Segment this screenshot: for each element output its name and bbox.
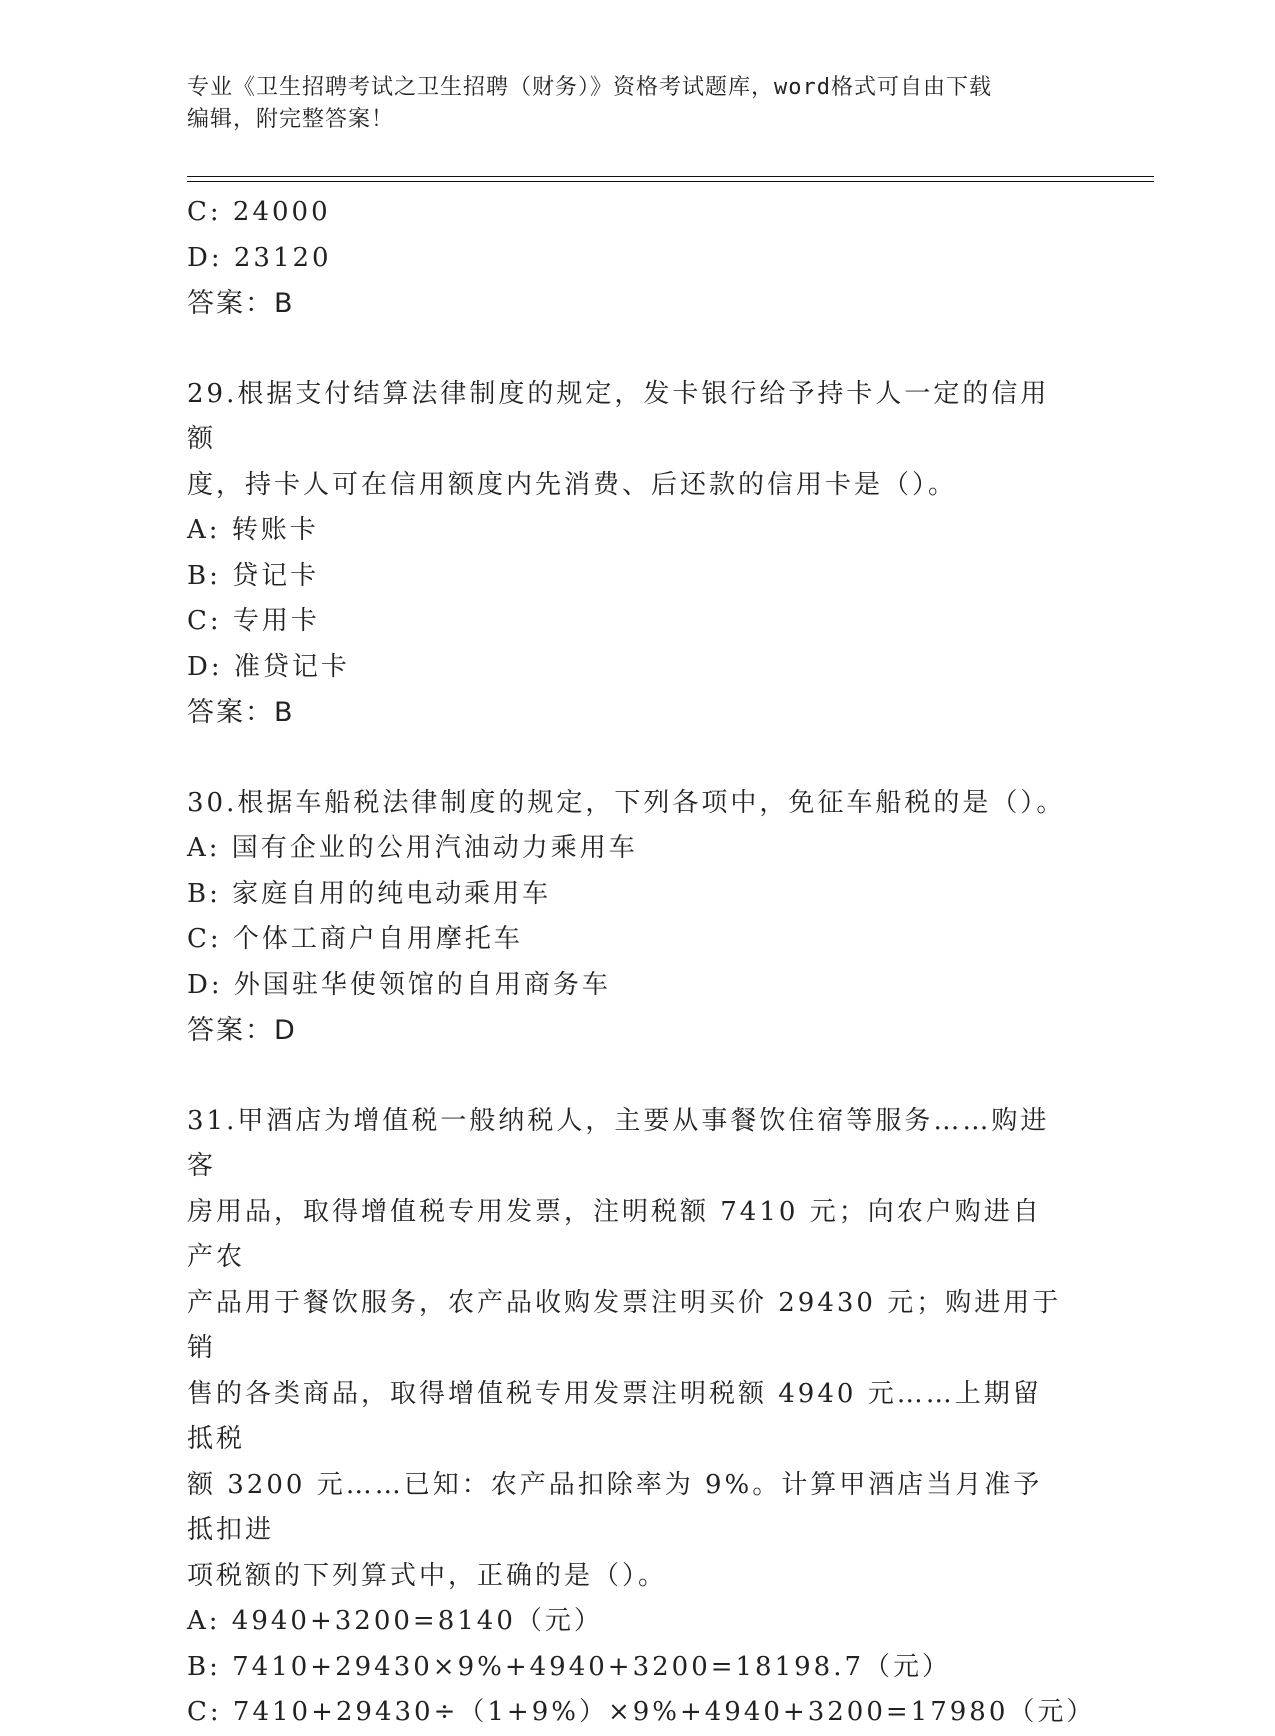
- question-stem-line: 项税额的下列算式中，正确的是（）。: [187, 1560, 668, 1591]
- option-b: B: 7410+29430×9%+4940+3200=18198.7（元）: [187, 1651, 952, 1682]
- answer-line: 答案：B: [187, 288, 295, 319]
- question-stem-line: 房用品，取得增值税专用发票，注明税额 7410 元；向农户购进自产农: [187, 1196, 1042, 1272]
- option-d: D: 外国驻华使领馆的自用商务车: [187, 969, 611, 1000]
- question-29: [187, 372, 1087, 736]
- option-b: B: 家庭自用的纯电动乘用车: [187, 878, 552, 909]
- question-gap: [187, 1054, 1087, 1099]
- question-31: [187, 1099, 1096, 1736]
- option-c: C: 专用卡: [187, 606, 320, 636]
- question-stem-line: 度，持卡人可在信用额度内先消费、后还款的信用卡是（）。: [187, 469, 958, 500]
- option-b: B: 贷记卡: [187, 560, 320, 591]
- question-30: [187, 781, 1087, 1054]
- option-c: C: 7410+29430÷（1+9%）×9%+4940+3200=17980（元）: [187, 1697, 1096, 1727]
- option-a: A: 4940+3200=8140（元）: [187, 1606, 603, 1636]
- header-divider: [187, 176, 1154, 182]
- answer-line: 答案：D: [187, 1015, 297, 1046]
- question-stem-line: 额 3200 元……已知：农产品扣除率为 9%。计算甲酒店当月准予抵扣进: [187, 1469, 1043, 1545]
- option-a: A: 国有企业的公用汽油动力乘用车: [187, 833, 638, 863]
- header-line-2: 编辑，附完整答案！: [187, 107, 395, 132]
- option-c: C: 24000: [187, 197, 331, 227]
- page-header: [187, 72, 1067, 136]
- option-d: D: 23120: [187, 242, 332, 273]
- option-c: C: 个体工商户自用摩托车: [187, 924, 523, 954]
- question-stem-line: 售的各类商品，取得增值税专用发票注明税额 4940 元……上期留抵税: [187, 1378, 1042, 1454]
- option-a: A: 转账卡: [187, 515, 319, 545]
- question-28-tail: [187, 190, 1087, 327]
- answer-line: 答案：B: [187, 697, 295, 728]
- question-stem-line: 产品用于餐饮服务，农产品收购发票注明买价 29430 元；购进用于销: [187, 1287, 1062, 1363]
- question-gap: [187, 327, 1087, 372]
- question-stem-line: 29.根据支付结算法律制度的规定，发卡银行给予持卡人一定的信用额: [187, 378, 1050, 454]
- header-line-1: 专业《卫生招聘考试之卫生招聘（财务）》资格考试题库，word格式可自由下载: [187, 75, 992, 100]
- question-gap: [187, 736, 1087, 781]
- question-stem-line: 30.根据车船税法律制度的规定，下列各项中，免征车船税的是（）。: [187, 787, 1066, 818]
- option-d: D: 准贷记卡: [187, 651, 350, 682]
- document-body: [187, 190, 1096, 1736]
- question-stem-line: 31.甲酒店为增值税一般纳税人，主要从事餐饮住宿等服务……购进客: [187, 1105, 1050, 1181]
